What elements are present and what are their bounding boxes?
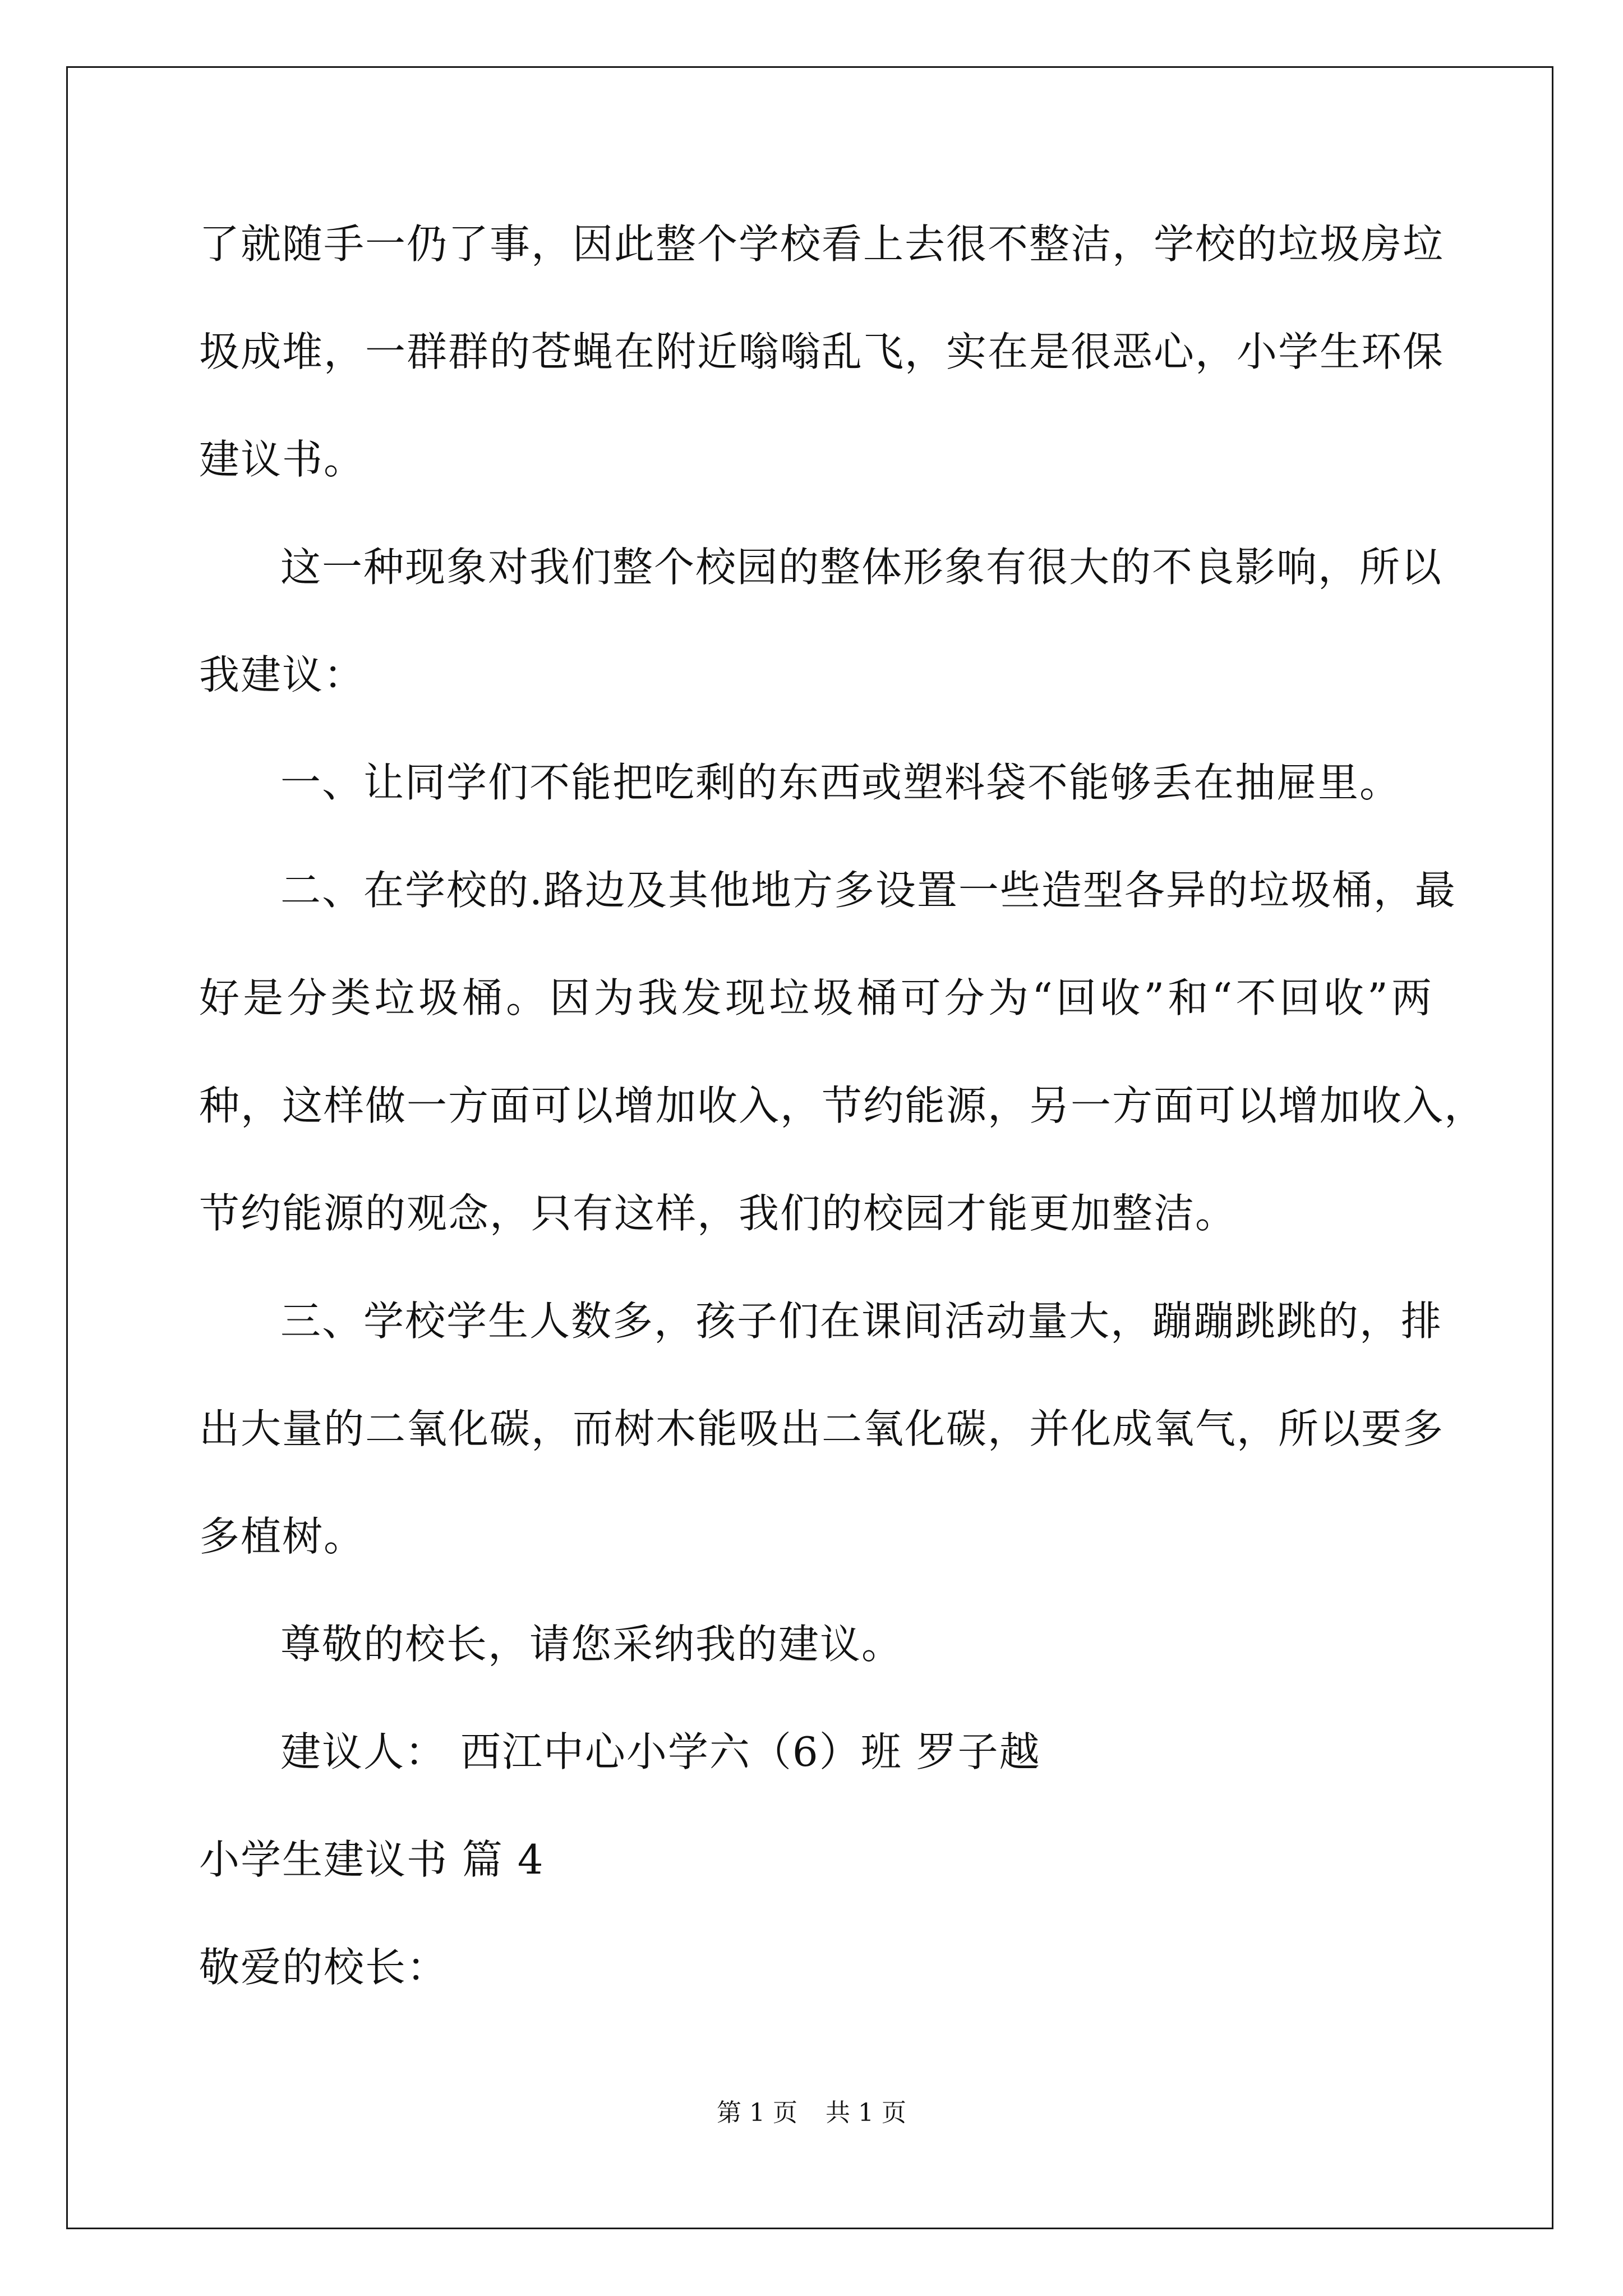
text-line: 节约能源的观念，只有这样，我们的校园才能更加整洁。 bbox=[199, 1190, 1237, 1237]
text-line: 三、学校学生人数多，孩子们在课间活动量大，蹦蹦跳跳的，排 bbox=[280, 1297, 1443, 1345]
salutation: 敬爱的校长： bbox=[199, 1944, 449, 1991]
text-line: 了就随手一仍了事，因此整个学校看上去很不整洁，学校的垃圾房垃 bbox=[199, 220, 1445, 268]
text-line: 好是分类垃圾桶。因为我发现垃圾桶可分为“回收”和“不回收”两 bbox=[199, 974, 1433, 1022]
text-line: 圾成堆，一群群的苍蝇在附近嗡嗡乱飞，实在是很恶心，小学生环保 bbox=[199, 328, 1445, 375]
text-line: 多植树。 bbox=[199, 1513, 366, 1560]
page-footer bbox=[0, 2092, 1623, 2128]
page-total: 共 1 页 bbox=[826, 2099, 906, 2127]
text-line: 种，这样做一方面可以增加收入，节约能源，另一方面可以增加收入， bbox=[199, 1082, 1486, 1129]
text-line: 建议书。 bbox=[199, 436, 366, 483]
text-line: 出大量的二氧化碳，而树木能吸出二氧化碳，并化成氧气，所以要多 bbox=[199, 1405, 1445, 1452]
text-line: 尊敬的校长，请您采纳我的建议。 bbox=[280, 1621, 903, 1668]
text-line: 一、让同学们不能把吃剩的东西或塑料袋不能够丢在抽屉里。 bbox=[280, 759, 1401, 806]
document-body bbox=[199, 213, 1486, 2044]
signature-line: 建议人： 西江中心小学六（6）班 罗子越 bbox=[280, 1728, 1041, 1775]
text-line: 二、在学校的.路边及其他地方多设置一些造型各异的垃圾桶，最 bbox=[280, 867, 1456, 914]
page-number: 第 1 页 bbox=[717, 2099, 797, 2127]
text-line: 这一种现象对我们整个校园的整体形象有很大的不良影响，所以 bbox=[280, 544, 1443, 591]
text-line: 我建议： bbox=[199, 651, 366, 698]
section-heading: 小学生建议书 篇 4 bbox=[199, 1836, 545, 1883]
